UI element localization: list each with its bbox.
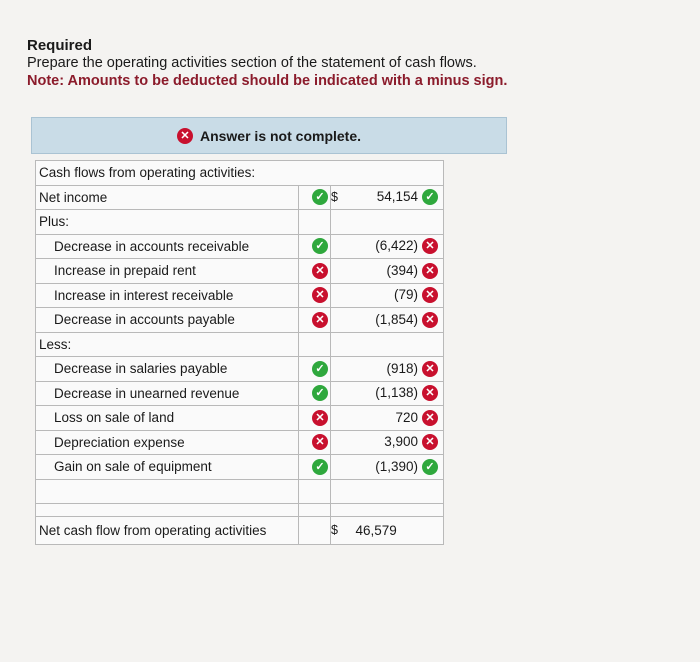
amount-value: (1,138) bbox=[375, 385, 418, 401]
line-item-label[interactable]: Decrease in salaries payable bbox=[36, 357, 299, 382]
line-item-amount[interactable] bbox=[342, 308, 444, 333]
label-mark-cell bbox=[299, 455, 331, 480]
amount-value: 54,154 bbox=[376, 189, 418, 205]
total-row bbox=[36, 516, 444, 544]
x-icon: ✕ bbox=[422, 410, 438, 426]
required-heading: Required bbox=[27, 37, 93, 54]
label-mark-cell bbox=[299, 406, 331, 431]
line-item-label[interactable]: Decrease in accounts receivable bbox=[36, 234, 299, 259]
blank-cell bbox=[331, 259, 342, 284]
amount-value: (394) bbox=[386, 262, 418, 278]
x-icon: ✕ bbox=[312, 410, 328, 426]
x-icon: ✕ bbox=[312, 434, 328, 450]
x-icon: ✕ bbox=[422, 312, 438, 328]
amount-value: 3,900 bbox=[384, 434, 418, 450]
line-item-label[interactable]: Decrease in accounts payable bbox=[36, 308, 299, 333]
x-icon: ✕ bbox=[422, 361, 438, 377]
x-icon: ✕ bbox=[312, 263, 328, 279]
amount-value: (1,390) bbox=[375, 458, 418, 474]
line-item-label[interactable]: Depreciation expense bbox=[36, 430, 299, 455]
table-row bbox=[36, 455, 444, 480]
line-item-amount[interactable] bbox=[342, 234, 444, 259]
header-row bbox=[36, 161, 444, 186]
x-icon: ✕ bbox=[312, 287, 328, 303]
line-item-amount[interactable] bbox=[342, 406, 444, 431]
table-row bbox=[36, 308, 444, 333]
cash-flow-table bbox=[35, 160, 444, 545]
blank-cell bbox=[331, 332, 342, 357]
empty-row bbox=[36, 479, 444, 503]
less-label: Less: bbox=[36, 332, 299, 357]
label-mark-cell bbox=[299, 185, 331, 210]
table-row bbox=[36, 357, 444, 382]
amount-value: (6,422) bbox=[375, 238, 418, 254]
blank-cell bbox=[331, 503, 342, 516]
currency-symbol: $ bbox=[331, 185, 342, 210]
line-item-label[interactable]: Increase in prepaid rent bbox=[36, 259, 299, 284]
blank-cell bbox=[342, 210, 444, 235]
blank-cell bbox=[342, 503, 444, 516]
check-icon: ✓ bbox=[312, 361, 328, 377]
empty-label-input[interactable] bbox=[36, 479, 299, 503]
blank-cell bbox=[342, 332, 444, 357]
line-item-label[interactable]: Loss on sale of land bbox=[36, 406, 299, 431]
check-icon: ✓ bbox=[312, 189, 328, 205]
line-item-label[interactable]: Decrease in unearned revenue bbox=[36, 381, 299, 406]
blank-cell bbox=[299, 503, 331, 516]
amount-value: (918) bbox=[386, 360, 418, 376]
label-mark-cell bbox=[299, 357, 331, 382]
plus-row bbox=[36, 210, 444, 235]
table-row bbox=[36, 381, 444, 406]
x-icon: ✕ bbox=[422, 434, 438, 450]
less-row bbox=[36, 332, 444, 357]
blank-cell bbox=[331, 381, 342, 406]
blank-cell bbox=[299, 332, 331, 357]
net-income-label[interactable]: Net income bbox=[36, 185, 299, 210]
check-icon: ✓ bbox=[312, 385, 328, 401]
line-item-amount[interactable] bbox=[342, 259, 444, 284]
banner-text: Answer is not complete. bbox=[199, 127, 362, 144]
line-item-amount[interactable] bbox=[342, 283, 444, 308]
blank-cell bbox=[331, 455, 342, 480]
blank-cell bbox=[36, 503, 299, 516]
x-icon: ✕ bbox=[422, 287, 438, 303]
plus-label: Plus: bbox=[36, 210, 299, 235]
label-mark-cell bbox=[299, 381, 331, 406]
x-icon: ✕ bbox=[422, 263, 438, 279]
x-icon: ✕ bbox=[177, 128, 193, 144]
check-icon: ✓ bbox=[312, 459, 328, 475]
blank-cell bbox=[331, 406, 342, 431]
line-item-label[interactable]: Gain on sale of equipment bbox=[36, 455, 299, 480]
amount-value: (79) bbox=[393, 287, 418, 303]
blank-cell bbox=[299, 479, 331, 503]
status-banner bbox=[31, 117, 507, 154]
line-item-label[interactable]: Increase in interest receivable bbox=[36, 283, 299, 308]
blank-cell bbox=[299, 516, 331, 544]
table-row bbox=[36, 430, 444, 455]
check-icon: ✓ bbox=[422, 459, 438, 475]
currency-symbol: $ bbox=[331, 516, 342, 544]
blank-cell bbox=[299, 210, 331, 235]
blank-cell bbox=[331, 210, 342, 235]
empty-amount-input[interactable] bbox=[342, 479, 444, 503]
blank-cell bbox=[331, 234, 342, 259]
line-item-amount[interactable] bbox=[342, 455, 444, 480]
label-mark-cell bbox=[299, 259, 331, 284]
line-item-amount[interactable] bbox=[342, 381, 444, 406]
label-mark-cell bbox=[299, 283, 331, 308]
x-icon: ✕ bbox=[312, 312, 328, 328]
blank-cell bbox=[331, 479, 342, 503]
empty-row bbox=[36, 503, 444, 516]
label-mark-cell bbox=[299, 308, 331, 333]
check-icon: ✓ bbox=[312, 238, 328, 254]
line-item-amount[interactable] bbox=[342, 430, 444, 455]
blank-cell bbox=[331, 430, 342, 455]
table-row bbox=[36, 406, 444, 431]
total-label: Net cash flow from operating activities bbox=[36, 516, 299, 544]
x-icon: ✕ bbox=[422, 238, 438, 254]
amount-value: 720 bbox=[395, 409, 418, 425]
amount-value: (1,854) bbox=[375, 311, 418, 327]
table-row bbox=[36, 283, 444, 308]
x-icon: ✕ bbox=[422, 385, 438, 401]
blank-cell bbox=[331, 283, 342, 308]
instruction-text: Prepare the operating activities section of the statement of cash flows. bbox=[27, 55, 477, 71]
section-header: Cash flows from operating activities: bbox=[36, 161, 444, 186]
blank-cell bbox=[331, 357, 342, 382]
label-mark-cell bbox=[299, 234, 331, 259]
net-income-row bbox=[36, 185, 444, 210]
note-text: Note: Amounts to be deducted should be indicated with a minus sign. bbox=[27, 73, 508, 89]
label-mark-cell bbox=[299, 430, 331, 455]
check-icon: ✓ bbox=[422, 189, 438, 205]
total-amount: 46,579 bbox=[342, 516, 444, 544]
table-row bbox=[36, 259, 444, 284]
blank-cell bbox=[331, 308, 342, 333]
table-row bbox=[36, 234, 444, 259]
line-item-amount[interactable] bbox=[342, 357, 444, 382]
net-income-amount[interactable] bbox=[342, 185, 444, 210]
